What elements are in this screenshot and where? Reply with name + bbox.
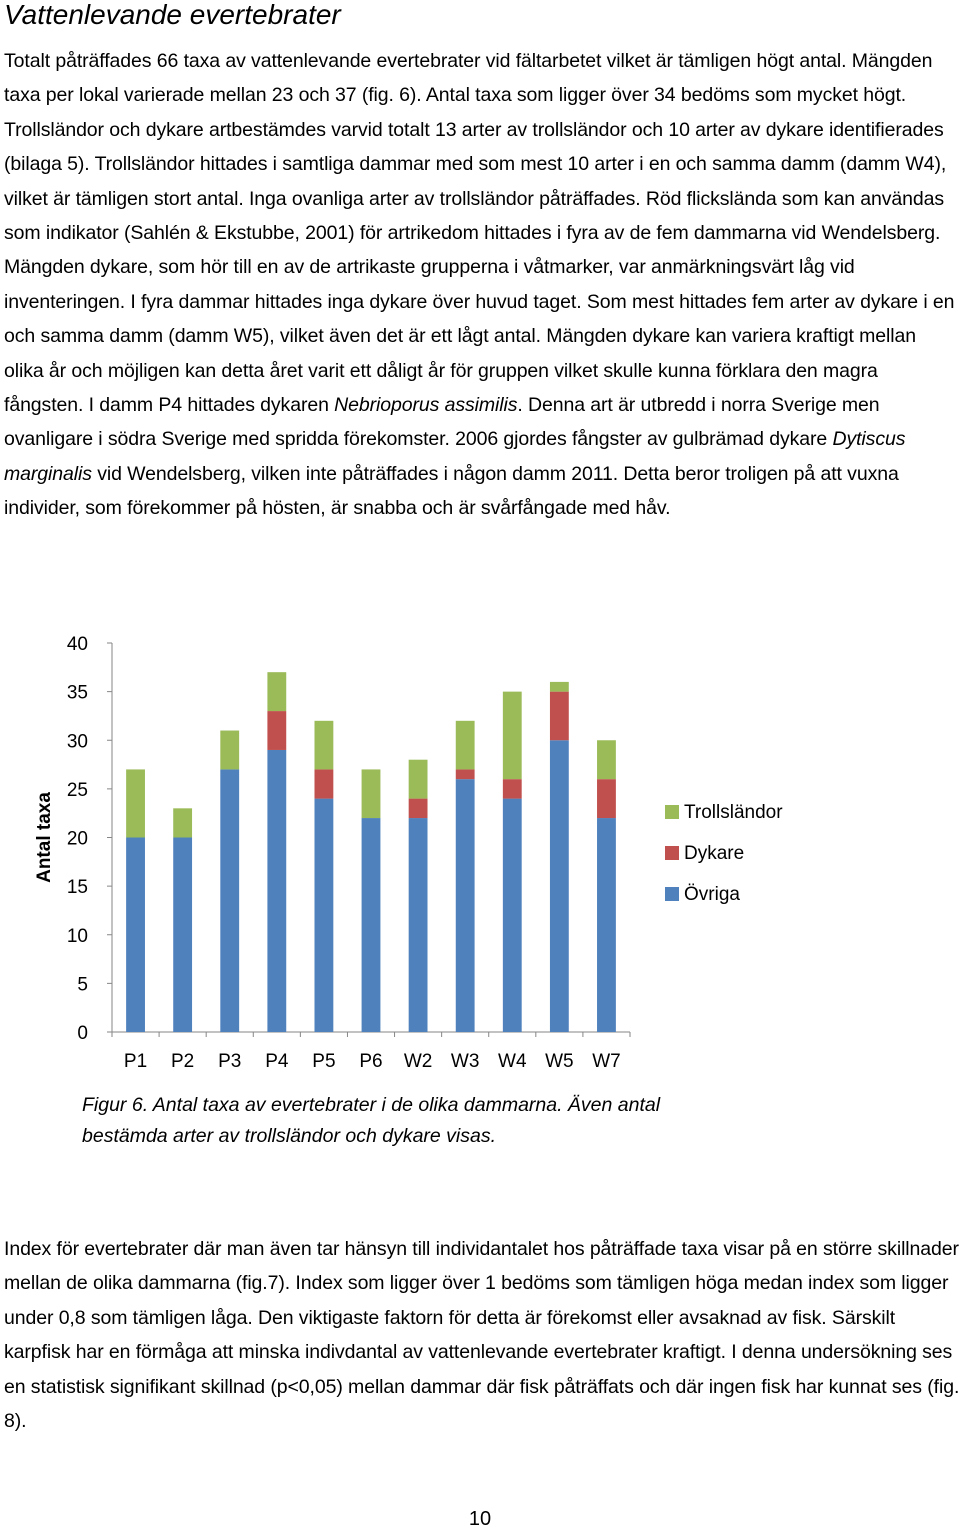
bar-segment-trollslndor bbox=[550, 682, 569, 692]
bar-segment-trollslndor bbox=[314, 721, 333, 770]
legend-label: Trollsländor bbox=[684, 802, 783, 823]
bar-segment-vriga bbox=[409, 818, 428, 1032]
y-tick-label: 10 bbox=[66, 925, 88, 947]
bar-segment-vriga bbox=[503, 799, 522, 1032]
bar-segment-trollslndor bbox=[597, 740, 616, 779]
body-paragraph-2: Index för evertebrater där man även tar hänsyn till individantalet hos påträffade taxa visar på en större skillnader mellan de olika dammarna (fig.7). Index som ligger över 1 bedöms som tämligen höga medan index som ligger under 0,8 som tämligen låga. Den viktigaste faktorn för detta är förekomst eller avsaknad av fisk. Särskilt karpfisk har en förmåga att minska indivdantal av vattenlevande evertebrater kraftigt. I denna undersökning ses en statistisk signifikant skillnad (p<0,05) mellan dammar där fisk påträffats och där ingen fisk har kunnat ses (fig. 8). bbox=[4, 1238, 960, 1433]
bar-segment-trollslndor bbox=[267, 672, 286, 711]
x-axis-labels bbox=[112, 1032, 630, 1072]
bar-segment-trollslndor bbox=[503, 692, 522, 780]
bar-segment-vriga bbox=[173, 838, 192, 1033]
bar-segment-vriga bbox=[267, 750, 286, 1032]
figure-caption: Figur 6. Antal taxa av evertebrater i de olika dammarna. Även antal bestämda arter av trollsländor och dykare visas. bbox=[82, 1094, 661, 1147]
legend-label: Dykare bbox=[684, 843, 745, 864]
y-tick-label: 15 bbox=[66, 877, 88, 899]
paragraph-text: Totalt påträffades 66 taxa av vattenlevande evertebrater vid fältarbetet vilket är tämligen högt antal. Mängden taxa per lokal varierade mellan 23 och 37 (fig. 6). Antal taxa som ligger över 34 bedöms som mycket högt. Trollsländor och dykare artbestämdes varvid totalt 13 arter av trollsländor och 10 arter av dykare identifierades (bilaga 5). Trollsländor hittades i samtliga dammar med som mest 10 arter i en och samma damm (damm W4), vilket är tämligen stort antal. Inga ovanliga arter av trollsländor påträffades. Röd flickslända som kan användas som indikator (Sahlén & Ekstubbe, 2001) för artrikedom hittades i fyra av de fem dammarna vid Wendelsberg. Mängden dykare, som hör till en av de artrikaste grupperna i våtmarker, var anmärkningsvärt låg vid inventeringen. I fyra dammar hittades inga dykare över huvud taget. Som mest hittades fem arter av dykare i en och samma damm (damm W5), vilket även det är ett lågt antal. Mängden dykare kan variera kraftigt mellan olika år och möjligen kan detta året varit ett dåligt år för gruppen vilket skulle kunna förklara den magra fångsten. I damm P4 hittades dykaren bbox=[4, 50, 955, 417]
bar-segment-trollslndor bbox=[173, 808, 192, 837]
bar-segment-vriga bbox=[456, 779, 475, 1032]
y-tick-label: 30 bbox=[66, 731, 88, 753]
bar-segment-dykare bbox=[314, 769, 333, 798]
x-tick-label: P3 bbox=[218, 1051, 242, 1072]
bar-segment-trollslndor bbox=[126, 769, 145, 837]
bar-segment-vriga bbox=[362, 818, 381, 1032]
paragraph-text: vid Wendelsberg, vilken inte påträffades i någon damm 2011. Detta beror troligen på att vuxna individer, som förekommer på hösten, är snabba och är svårfångade med håv. bbox=[4, 462, 899, 520]
x-tick-label: P2 bbox=[171, 1051, 195, 1072]
species-name: Nebrioporus assimilis bbox=[334, 394, 518, 417]
y-tick-label: 0 bbox=[77, 1023, 88, 1044]
bar-segment-dykare bbox=[267, 711, 286, 750]
legend-swatch bbox=[665, 805, 679, 819]
bar-segment-trollslndor bbox=[220, 731, 239, 770]
y-tick-label: 35 bbox=[66, 682, 88, 704]
y-tick-label: 40 bbox=[66, 634, 88, 655]
y-tick-label: 5 bbox=[77, 974, 88, 996]
x-tick-label: P1 bbox=[123, 1051, 148, 1072]
section-heading: Vattenlevande evertebrater bbox=[4, 0, 341, 30]
bar-segment-dykare bbox=[456, 769, 475, 779]
legend-swatch bbox=[665, 846, 679, 860]
y-axis bbox=[67, 634, 112, 1044]
y-tick-label: 20 bbox=[66, 828, 88, 850]
bar-segment-vriga bbox=[597, 818, 616, 1032]
y-axis-label: Antal taxa bbox=[34, 792, 55, 883]
bar-segment-dykare bbox=[597, 779, 616, 818]
bar-segment-vriga bbox=[550, 740, 569, 1032]
x-tick-label: P6 bbox=[359, 1051, 383, 1072]
x-tick-label: W3 bbox=[450, 1051, 480, 1072]
paragraph-text: . Denna art är utbredd i norra Sverige men ovanligare i södra Sverige med spridda förekomster. 2006 gjordes fångster av gulbrämad dykare bbox=[4, 394, 880, 451]
bar-segment-dykare bbox=[550, 692, 569, 741]
x-tick-label: P4 bbox=[265, 1051, 289, 1072]
page-number: 10 bbox=[468, 1508, 492, 1530]
legend-swatch bbox=[665, 887, 679, 901]
y-tick-label: 25 bbox=[66, 779, 88, 801]
x-tick-label: W7 bbox=[592, 1051, 621, 1072]
x-tick-label: P5 bbox=[312, 1051, 336, 1072]
x-tick-label: W2 bbox=[403, 1051, 433, 1072]
bar-segment-vriga bbox=[220, 769, 239, 1032]
bar-group bbox=[126, 672, 616, 1032]
chart-legend bbox=[665, 802, 783, 905]
legend-label: Övriga bbox=[684, 884, 740, 905]
x-tick-label: W4 bbox=[498, 1051, 527, 1072]
x-tick-label: W5 bbox=[545, 1051, 574, 1072]
bar-segment-trollslndor bbox=[409, 760, 428, 799]
bar-segment-vriga bbox=[314, 799, 333, 1032]
stacked-bar-chart bbox=[20, 625, 820, 1085]
species-name: Dytiscus marginalis bbox=[4, 428, 906, 485]
bar-segment-trollslndor bbox=[456, 721, 475, 770]
bar-segment-dykare bbox=[409, 799, 428, 818]
bar-segment-trollslndor bbox=[362, 769, 381, 818]
body-paragraph-1 bbox=[4, 44, 960, 526]
bar-segment-vriga bbox=[126, 838, 145, 1033]
bar-segment-dykare bbox=[503, 779, 522, 798]
